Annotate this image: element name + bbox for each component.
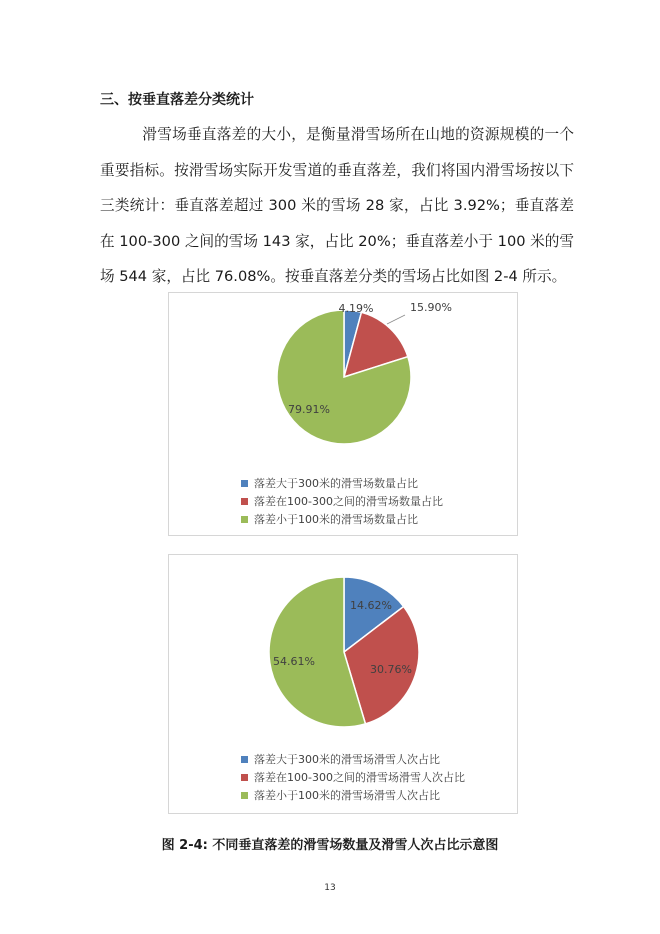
data-label: 15.90% — [410, 301, 452, 314]
page-number: 13 — [324, 883, 336, 893]
legend-swatch — [241, 480, 248, 487]
legend-label: 落差在100-300之间的滑雪场滑雪人次占比 — [254, 771, 465, 784]
data-label: 54.61% — [273, 655, 315, 668]
data-label: 4.19% — [338, 302, 374, 315]
data-label: 79.91% — [288, 403, 330, 416]
data-label: 14.62% — [350, 599, 392, 612]
legend-swatch — [241, 756, 248, 763]
figure-caption: 图 2-4: 不同垂直落差的滑雪场数量及滑雪人次占比示意图 — [161, 838, 499, 853]
legend-item — [241, 768, 465, 786]
legend-label: 落差在100-300之间的滑雪场数量占比 — [254, 495, 443, 508]
legend-item — [241, 492, 443, 510]
legend-swatch — [241, 498, 248, 505]
pie-chart-ski-resort-count — [168, 292, 518, 536]
data-label: 30.76% — [370, 663, 412, 676]
legend-label: 落差大于300米的滑雪场数量占比 — [254, 477, 418, 490]
pie-chart-svg — [169, 293, 519, 473]
pie-chart-skier-visits — [168, 554, 518, 814]
legend-item — [241, 510, 443, 528]
leader-line — [387, 315, 405, 324]
pie-chart-svg — [169, 555, 519, 745]
legend-label: 落差大于300米的滑雪场滑雪人次占比 — [254, 753, 440, 766]
legend-swatch — [241, 792, 248, 799]
body-paragraph-text: 滑雪场垂直落差的大小，是衡量滑雪场所在山地的资源规模的一个重要指标。按滑雪场实际开发雪道的垂直落差，我们将国内滑雪场按以下三类统计：垂直落差超过 300 米的雪场 28 家，占比 3.92%；垂直落差在 100-300 之间的雪场 143 家，占比 20%；垂直落差小于 100 米的雪场 544 家，占比 76.08%。按垂直落差分类的雪场占比如图 2-4 所示。 — [100, 126, 574, 285]
chart-legend — [241, 474, 443, 528]
legend-swatch — [241, 516, 248, 523]
legend-item — [241, 786, 465, 804]
chart-legend — [241, 750, 465, 804]
legend-label: 落差小于100米的滑雪场滑雪人次占比 — [254, 789, 440, 802]
legend-item — [241, 474, 443, 492]
legend-swatch — [241, 774, 248, 781]
legend-item — [241, 750, 465, 768]
legend-label: 落差小于100米的滑雪场数量占比 — [254, 513, 418, 526]
section-heading: 三、按垂直落差分类统计 — [100, 92, 254, 108]
body-paragraph — [100, 117, 574, 295]
